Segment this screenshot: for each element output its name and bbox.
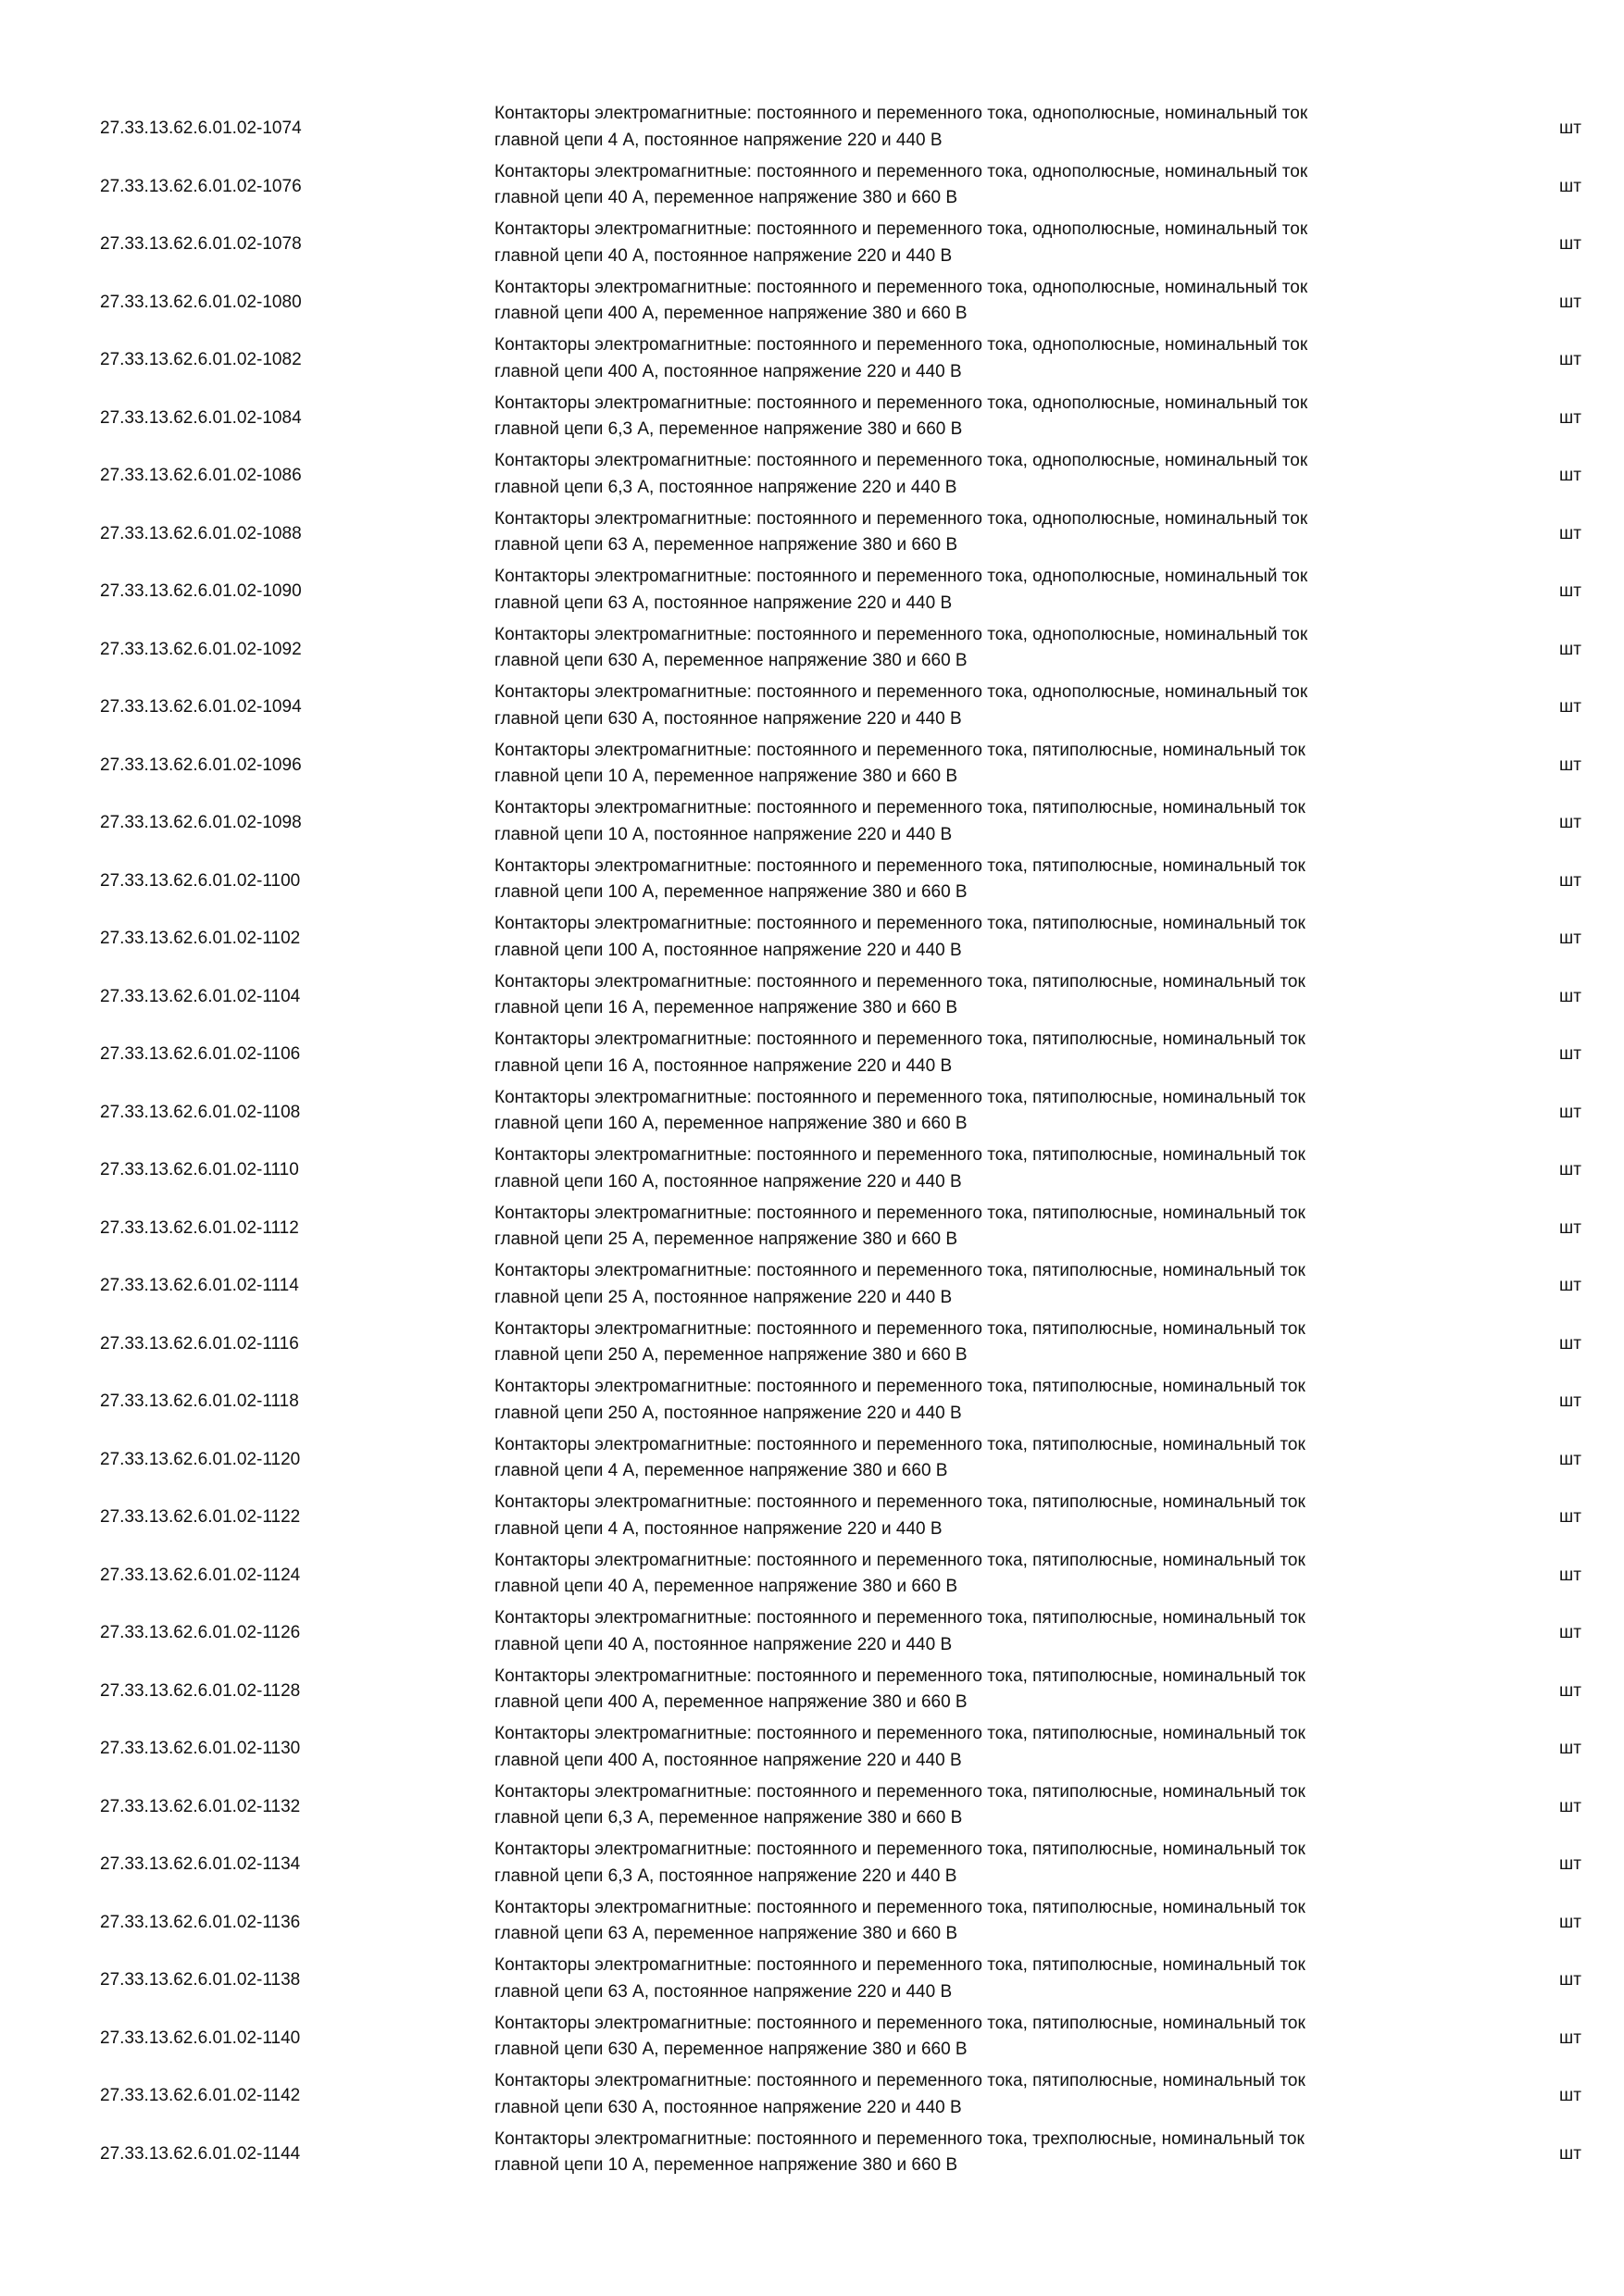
table-row: [100, 1084, 1581, 1142]
item-description-line: Контакторы электромагнитные: постоянного и переменного тока, однополюсные, номинальный ток: [494, 219, 1308, 239]
item-description-line: Контакторы электромагнитные: постоянного и переменного тока, пятиполюсные, номинальный ток: [494, 914, 1305, 933]
item-unit: шт: [1559, 1217, 1581, 1238]
item-unit: шт: [1559, 1160, 1581, 1179]
item-unit: шт: [1559, 176, 1581, 196]
item-description: [494, 391, 1559, 443]
item-description: [494, 564, 1559, 617]
item-description: [494, 1142, 1559, 1195]
item-description: [494, 2068, 1559, 2121]
item-description-line: главной цепи 250 А, переменное напряжение 380 и 660 В: [494, 1345, 968, 1365]
item-unit: шт: [1559, 697, 1581, 717]
item-code: 27.33.13.62.6.01.02-1130: [100, 1739, 301, 1758]
table-row: [100, 1257, 1581, 1316]
table-row: [100, 2067, 1581, 2126]
table-row: [100, 158, 1581, 217]
item-unit: шт: [1559, 755, 1581, 775]
item-description: [494, 506, 1559, 559]
item-code: 27.33.13.62.6.01.02-1084: [100, 407, 302, 428]
item-description: [494, 448, 1559, 501]
item-description-line: главной цепи 400 А, переменное напряжение 380 и 660 В: [494, 1692, 968, 1712]
item-code: 27.33.13.62.6.01.02-1102: [100, 929, 301, 948]
item-description: [494, 622, 1559, 675]
item-description: [494, 795, 1559, 848]
item-description: [494, 1837, 1559, 1890]
item-description-line: главной цепи 6,3 А, постоянное напряжение 220 и 440 В: [494, 1866, 957, 1886]
item-description-line: Контакторы электромагнитные: постоянного и переменного тока, однополюсные, номинальный ток: [494, 451, 1308, 470]
item-code: 27.33.13.62.6.01.02-1106: [100, 1044, 301, 1064]
table-row: [100, 1604, 1581, 1663]
classifier-table: [100, 100, 1581, 2183]
item-description-line: Контакторы электромагнитные: постоянного и переменного тока, пятиполюсные, номинальный ток: [494, 855, 1305, 876]
item-description-line: главной цепи 400 А, постоянное напряжение 220 и 440 В: [494, 361, 962, 381]
item-description-line: Контакторы электромагнитные: постоянного и переменного тока, трехполюсные, номинальный ток: [494, 2128, 1305, 2149]
item-description-line: Контакторы электромагнитные: постоянного и переменного тока, пятиполюсные, номинальный ток: [494, 2013, 1305, 2033]
item-code: 27.33.13.62.6.01.02-1108: [100, 1102, 301, 1122]
item-description-line: Контакторы электромагнитные: постоянного и переменного тока, пятиполюсные, номинальный ток: [494, 1203, 1305, 1223]
item-description: [494, 1432, 1559, 1485]
item-description-line: главной цепи 160 А, постоянное напряжение 220 и 440 В: [494, 1171, 962, 1192]
item-code: 27.33.13.62.6.01.02-1092: [100, 639, 302, 659]
item-description-line: Контакторы электромагнитные: постоянного и переменного тока, пятиполюсные, номинальный ток: [494, 740, 1305, 760]
item-description-line: Контакторы электромагнитные: постоянного и переменного тока, пятиполюсные, номинальный ток: [494, 1492, 1305, 1512]
item-description-line: Контакторы электромагнитные: постоянного и переменного тока, однополюсные, номинальный ток: [494, 508, 1308, 529]
item-description-line: главной цепи 25 А, переменное напряжение 380 и 660 В: [494, 1229, 958, 1249]
item-code: 27.33.13.62.6.01.02-1140: [100, 2028, 301, 2048]
item-description-line: Контакторы электромагнитные: постоянного и переменного тока, однополюсные, номинальный ток: [494, 393, 1308, 413]
item-description-line: Контакторы электромагнитные: постоянного и переменного тока, однополюсные, номинальный ток: [494, 682, 1308, 702]
item-description-line: главной цепи 100 А, переменное напряжение 380 и 660 В: [494, 882, 968, 902]
item-description-line: главной цепи 400 А, постоянное напряжение 220 и 440 В: [494, 1750, 962, 1770]
table-row: [100, 1489, 1581, 1547]
item-code: 27.33.13.62.6.01.02-1096: [100, 755, 302, 775]
table-row: [100, 563, 1581, 621]
item-code: 27.33.13.62.6.01.02-1090: [100, 581, 302, 601]
item-description-line: Контакторы электромагнитные: постоянного и переменного тока, пятиполюсные, номинальный ток: [494, 1318, 1305, 1339]
table-row: [100, 447, 1581, 505]
table-row: [100, 1836, 1581, 1894]
item-description: [494, 854, 1559, 906]
item-unit: шт: [1559, 1796, 1581, 1816]
item-description-line: главной цепи 10 А, переменное напряжение 380 и 660 В: [494, 2155, 958, 2175]
item-code: 27.33.13.62.6.01.02-1078: [100, 234, 302, 254]
item-description: [494, 1027, 1559, 1079]
item-description-line: Контакторы электромагнитные: постоянного и переменного тока, пятиполюсные, номинальный ток: [494, 1840, 1305, 1859]
item-unit: шт: [1559, 523, 1581, 543]
table-row: [100, 2010, 1581, 2068]
item-description: [494, 1605, 1559, 1658]
item-description: [494, 680, 1559, 732]
item-unit: шт: [1559, 1276, 1581, 1295]
item-code: 27.33.13.62.6.01.02-1116: [100, 1333, 299, 1354]
table-row: [100, 1663, 1581, 1721]
table-row: [100, 910, 1581, 968]
item-description-line: Контакторы электромагнитные: постоянного и переменного тока, пятиполюсные, номинальный ток: [494, 1550, 1305, 1570]
item-unit: шт: [1559, 1912, 1581, 1932]
item-code: 27.33.13.62.6.01.02-1080: [100, 292, 302, 312]
item-unit: шт: [1559, 986, 1581, 1006]
table-row: [100, 1142, 1581, 1200]
item-description-line: главной цепи 16 А, постоянное напряжение 220 и 440 В: [494, 1055, 953, 1076]
item-description-line: главной цепи 250 А, постоянное напряжение 220 и 440 В: [494, 1403, 962, 1423]
item-description-line: главной цепи 40 А, переменное напряжение 380 и 660 В: [494, 1577, 958, 1596]
item-description-line: Контакторы электромагнитные: постоянного и переменного тока, пятиполюсные, номинальный ток: [494, 971, 1305, 992]
item-code: 27.33.13.62.6.01.02-1144: [100, 2143, 301, 2164]
item-unit: шт: [1559, 929, 1581, 948]
item-description: [494, 911, 1559, 964]
item-unit: шт: [1559, 870, 1581, 891]
item-description: [494, 1779, 1559, 1832]
item-unit: шт: [1559, 1854, 1581, 1874]
item-description: [494, 1201, 1559, 1254]
item-description-line: главной цепи 4 А, постоянное напряжение 220 и 440 В: [494, 1518, 943, 1539]
table-row: [100, 968, 1581, 1027]
item-description: [494, 969, 1559, 1022]
item-code: 27.33.13.62.6.01.02-1076: [100, 176, 302, 196]
item-description-line: главной цепи 63 А, постоянное напряжение 220 и 440 В: [494, 1981, 953, 2002]
item-description-line: Контакторы электромагнитные: постоянного и переменного тока, пятиполюсные, номинальный ток: [494, 1434, 1305, 1454]
item-description-line: главной цепи 630 А, постоянное напряжение 220 и 440 В: [494, 708, 962, 729]
item-unit: шт: [1559, 1507, 1581, 1527]
item-code: 27.33.13.62.6.01.02-1120: [100, 1449, 301, 1469]
item-code: 27.33.13.62.6.01.02-1082: [100, 350, 302, 369]
item-description: [494, 1374, 1559, 1427]
table-row: [100, 390, 1581, 448]
item-unit: шт: [1559, 1623, 1581, 1642]
item-description-line: главной цепи 4 А, переменное напряжение 380 и 660 В: [494, 1461, 948, 1480]
item-description-line: главной цепи 40 А, постоянное напряжение 220 и 440 В: [494, 1634, 953, 1654]
item-description-line: главной цепи 10 А, переменное напряжение 380 и 660 В: [494, 767, 958, 786]
item-code: 27.33.13.62.6.01.02-1086: [100, 466, 302, 485]
item-description-line: Контакторы электромагнитные: постоянного и переменного тока, пятиполюсные, номинальный ток: [494, 1029, 1305, 1049]
item-code: 27.33.13.62.6.01.02-1104: [100, 986, 301, 1006]
item-code: 27.33.13.62.6.01.02-1124: [100, 1565, 301, 1585]
table-row: [100, 331, 1581, 390]
item-code: 27.33.13.62.6.01.02-1122: [100, 1507, 301, 1527]
item-description-line: Контакторы электромагнитные: постоянного и переменного тока, пятиполюсные, номинальный ток: [494, 1145, 1305, 1165]
table-row: [100, 737, 1581, 795]
item-description: [494, 159, 1559, 212]
item-unit: шт: [1559, 466, 1581, 485]
item-description: [494, 101, 1559, 154]
item-code: 27.33.13.62.6.01.02-1110: [100, 1160, 299, 1179]
item-description-line: главной цепи 100 А, постоянное напряжение 220 и 440 В: [494, 940, 962, 960]
item-unit: шт: [1559, 1449, 1581, 1469]
item-unit: шт: [1559, 1680, 1581, 1701]
item-code: 27.33.13.62.6.01.02-1118: [100, 1391, 299, 1411]
table-row: [100, 1431, 1581, 1490]
item-description: [494, 1895, 1559, 1948]
item-description-line: главной цепи 630 А, переменное напряжение 380 и 660 В: [494, 651, 968, 670]
item-unit: шт: [1559, 1044, 1581, 1064]
item-unit: шт: [1559, 234, 1581, 254]
item-description-line: Контакторы электромагнитные: постоянного и переменного тока, однополюсные, номинальный ток: [494, 624, 1308, 644]
item-description-line: Контакторы электромагнитные: постоянного и переменного тока, однополюсные, номинальный ток: [494, 161, 1308, 181]
item-code: 27.33.13.62.6.01.02-1138: [100, 1970, 301, 1990]
item-unit: шт: [1559, 1391, 1581, 1411]
item-unit: шт: [1559, 1970, 1581, 1990]
item-description-line: главной цепи 63 А, постоянное напряжение 220 и 440 В: [494, 593, 953, 613]
item-description-line: Контакторы электромагнитные: постоянного и переменного тока, пятиполюсные, номинальный ток: [494, 1897, 1305, 1917]
table-row: [100, 1894, 1581, 1953]
item-description-line: главной цепи 25 А, постоянное напряжение 220 и 440 В: [494, 1287, 953, 1307]
item-description: [494, 1721, 1559, 1774]
item-description-line: Контакторы электромагнитные: постоянного и переменного тока, пятиполюсные, номинальный ток: [494, 1608, 1305, 1628]
item-code: 27.33.13.62.6.01.02-1134: [100, 1854, 301, 1874]
item-code: 27.33.13.62.6.01.02-1132: [100, 1796, 301, 1816]
item-description-line: главной цепи 630 А, постоянное напряжение 220 и 440 В: [494, 2097, 962, 2117]
table-row: [100, 1316, 1581, 1374]
table-row: [100, 216, 1581, 274]
item-unit: шт: [1559, 1739, 1581, 1758]
table-row: [100, 621, 1581, 680]
item-unit: шт: [1559, 350, 1581, 369]
table-row: [100, 1026, 1581, 1084]
item-unit: шт: [1559, 581, 1581, 601]
item-description-line: главной цепи 40 А, переменное напряжение 380 и 660 В: [494, 188, 958, 207]
item-code: 27.33.13.62.6.01.02-1112: [100, 1217, 299, 1238]
table-row: [100, 679, 1581, 737]
item-description: [494, 1664, 1559, 1716]
item-description-line: Контакторы электромагнитные: постоянного и переменного тока, однополюсные, номинальный ток: [494, 277, 1308, 297]
table-row: [100, 1720, 1581, 1778]
item-description-line: Контакторы электромагнитные: постоянного и переменного тока, пятиполюсные, номинальный ток: [494, 798, 1305, 817]
item-description: [494, 217, 1559, 269]
item-description-line: Контакторы электромагнитные: постоянного и переменного тока, пятиполюсные, номинальный ток: [494, 1666, 1305, 1686]
item-description: [494, 2127, 1559, 2179]
item-description: [494, 1548, 1559, 1601]
item-unit: шт: [1559, 292, 1581, 312]
item-code: 27.33.13.62.6.01.02-1074: [100, 119, 302, 138]
item-code: 27.33.13.62.6.01.02-1100: [100, 870, 301, 891]
item-unit: шт: [1559, 407, 1581, 428]
item-unit: шт: [1559, 1102, 1581, 1122]
table-row: [100, 2126, 1581, 2184]
item-unit: шт: [1559, 2086, 1581, 2105]
table-row: [100, 1200, 1581, 1258]
item-unit: шт: [1559, 1565, 1581, 1585]
item-code: 27.33.13.62.6.01.02-1114: [100, 1276, 299, 1295]
item-description-line: главной цепи 160 А, переменное напряжение 380 и 660 В: [494, 1114, 968, 1133]
table-row: [100, 794, 1581, 853]
item-code: 27.33.13.62.6.01.02-1094: [100, 697, 302, 717]
item-code: 27.33.13.62.6.01.02-1126: [100, 1623, 301, 1642]
item-description-line: Контакторы электромагнитные: постоянного и переменного тока, пятиполюсные, номинальный ток: [494, 1781, 1305, 1802]
item-description-line: Контакторы электромагнитные: постоянного и переменного тока, однополюсные, номинальный ток: [494, 567, 1308, 586]
item-description: [494, 1258, 1559, 1311]
item-description-line: Контакторы электромагнитные: постоянного и переменного тока, пятиполюсные, номинальный ток: [494, 1261, 1305, 1280]
item-unit: шт: [1559, 2143, 1581, 2164]
item-description-line: Контакторы электромагнитные: постоянного и переменного тока, пятиполюсные, номинальный ток: [494, 1724, 1305, 1743]
item-description: [494, 2011, 1559, 2064]
table-row: [100, 505, 1581, 564]
item-description-line: главной цепи 6,3 А, переменное напряжение 380 и 660 В: [494, 1808, 963, 1828]
item-description: [494, 1953, 1559, 2005]
table-row: [100, 1952, 1581, 2010]
item-description-line: Контакторы электромагнитные: постоянного и переменного тока, пятиполюсные, номинальный ток: [494, 1955, 1305, 1975]
item-description: [494, 275, 1559, 328]
item-description-line: главной цепи 6,3 А, постоянное напряжение 220 и 440 В: [494, 477, 957, 497]
table-row: [100, 274, 1581, 332]
item-description-line: главной цепи 4 А, постоянное напряжение 220 и 440 В: [494, 130, 943, 150]
item-code: 27.33.13.62.6.01.02-1142: [100, 2086, 301, 2105]
table-row: [100, 100, 1581, 158]
item-unit: шт: [1559, 813, 1581, 832]
item-description-line: Контакторы электромагнитные: постоянного и переменного тока, пятиполюсные, номинальный ток: [494, 1377, 1305, 1396]
item-description: [494, 332, 1559, 385]
item-description: [494, 1085, 1559, 1138]
item-description: [494, 738, 1559, 791]
item-description-line: Контакторы электромагнитные: постоянного и переменного тока, однополюсные, номинальный ток: [494, 335, 1308, 355]
item-description-line: главной цепи 10 А, постоянное напряжение 220 и 440 В: [494, 824, 953, 844]
item-description: [494, 1490, 1559, 1542]
item-description: [494, 1316, 1559, 1369]
item-code: 27.33.13.62.6.01.02-1136: [100, 1912, 301, 1932]
item-description-line: главной цепи 63 А, переменное напряжение 380 и 660 В: [494, 535, 958, 555]
table-row: [100, 1547, 1581, 1605]
item-description-line: главной цепи 63 А, переменное напряжение 380 и 660 В: [494, 1924, 958, 1943]
item-unit: шт: [1559, 2028, 1581, 2048]
item-unit: шт: [1559, 119, 1581, 138]
item-code: 27.33.13.62.6.01.02-1088: [100, 523, 302, 543]
item-code: 27.33.13.62.6.01.02-1128: [100, 1680, 301, 1701]
item-description-line: главной цепи 16 А, переменное напряжение 380 и 660 В: [494, 998, 958, 1017]
item-description-line: Контакторы электромагнитные: постоянного и переменного тока, пятиполюсные, номинальный ток: [494, 2071, 1305, 2090]
item-description-line: главной цепи 400 А, переменное напряжение 380 и 660 В: [494, 304, 968, 323]
item-description-line: Контакторы электромагнитные: постоянного и переменного тока, однополюсные, номинальный ток: [494, 104, 1308, 123]
item-description-line: главной цепи 630 А, переменное напряжение 380 и 660 В: [494, 2040, 968, 2059]
item-description-line: главной цепи 6,3 А, переменное напряжение 380 и 660 В: [494, 419, 963, 439]
item-unit: шт: [1559, 1333, 1581, 1354]
item-code: 27.33.13.62.6.01.02-1098: [100, 813, 302, 832]
table-row: [100, 1373, 1581, 1431]
item-description-line: Контакторы электромагнитные: постоянного и переменного тока, пятиполюсные, номинальный ток: [494, 1087, 1305, 1107]
table-row: [100, 853, 1581, 911]
item-description-line: главной цепи 40 А, постоянное напряжение 220 и 440 В: [494, 245, 953, 266]
table-row: [100, 1778, 1581, 1837]
item-unit: шт: [1559, 639, 1581, 659]
